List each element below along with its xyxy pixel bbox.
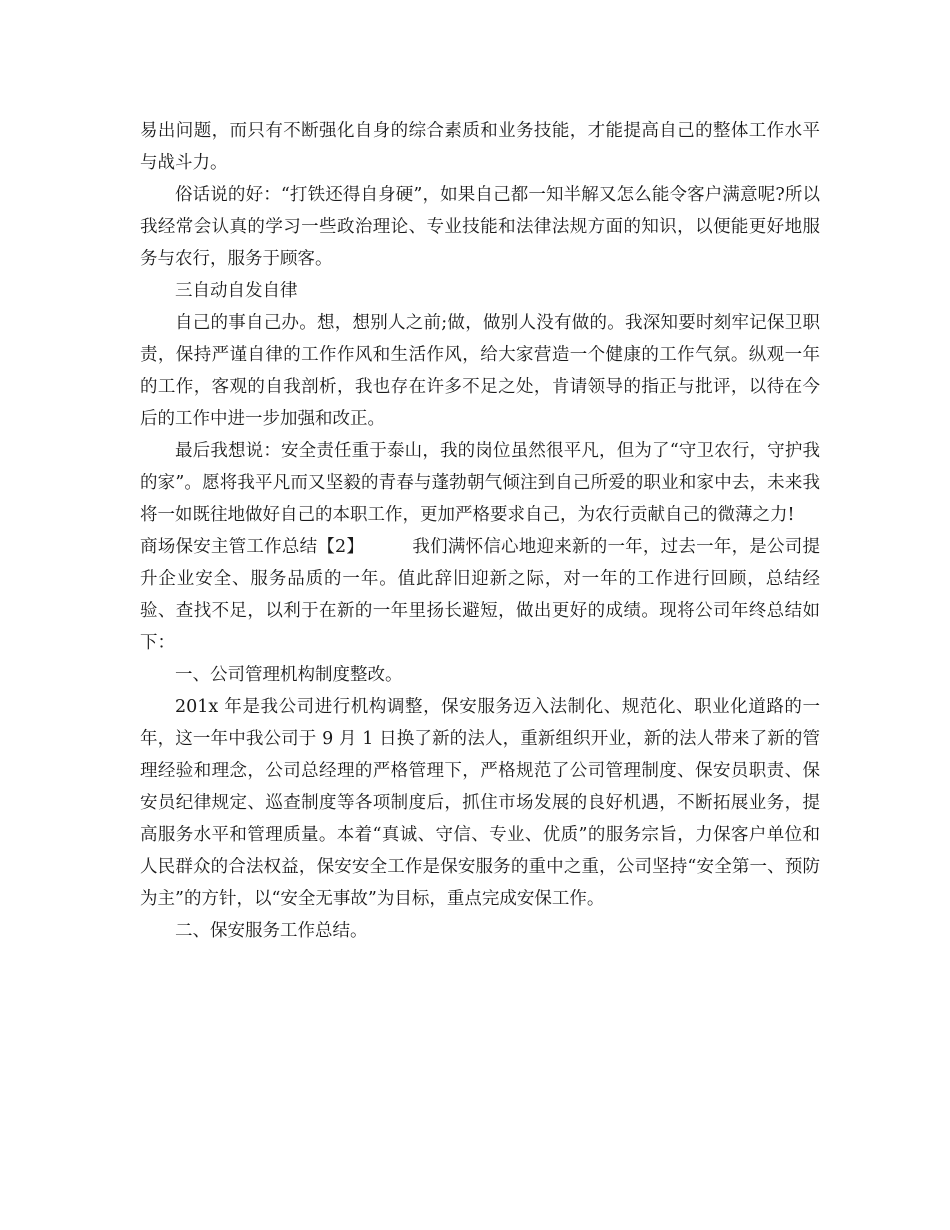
section-2-intro	[140, 531, 820, 659]
section-title: 商场保安主管工作总结【2】	[140, 537, 365, 557]
document-body	[140, 115, 820, 947]
paragraph-4: 自己的事自己办。想，想别人之前;做，做别人没有做的。我深知要时刻牢记保卫职责，保持严谨自律的工作作风和生活作风，给大家营造一个健康的工作气氛。纵观一年的工作，客观的自我剖析，我也存在许多不足之处，肯请领导的指正与批评，以待在今后的工作中进一步加强和改正。	[140, 313, 820, 429]
section-2-heading-1: 一、公司管理机构制度整改。	[175, 665, 403, 685]
paragraph-3-heading: 三自动自发自律	[175, 281, 298, 301]
section-intro-text: 我们满怀信心地迎来新的一年，过去一年，是公司提升企业安全、服务品质的一年。值此辞旧迎新之际，对一年的工作进行回顾，总结经验、查找不足，以利于在新的一年里扬长避短，做出更好的成绩。现将公司年终总结如下：	[140, 537, 820, 653]
paragraph-1: 易出问题，而只有不断强化自身的综合素质和业务技能，才能提高自己的整体工作水平与战斗力。	[140, 121, 820, 173]
paragraph-5: 最后我想说：安全责任重于泰山，我的岗位虽然很平凡，但为了“守卫农行，守护我的家”。愿将我平凡而又坚毅的青春与蓬勃朝气倾注到自己所爱的职业和家中去，未来我将一如既往地做好自己的本职工作，更加严格要求自己，为农行贡献自己的微薄之力!	[140, 441, 820, 525]
section-2-paragraph-1: 201x 年是我公司进行机构调整，保安服务迈入法制化、规范化、职业化道路的一年，这一年中我公司于 9 月 1 日换了新的法人，重新组织开业，新的法人带来了新的管理经验和理念，公司总经理的严格管理下，严格规范了公司管理制度、保安员职责、保安员纪律规定、巡查制度等各项制度后，抓住市场发展的良好机遇，不断拓展业务，提高服务水平和管理质量。本着“真诚、守信、专业、优质”的服务宗旨，力保客户单位和人民群众的合法权益，保安安全工作是保安服务的重中之重，公司坚持“安全第一、预防为主”的方针，以“安全无事故”为目标，重点完成安保工作。	[140, 697, 820, 909]
paragraph-2: 俗话说的好：“打铁还得自身硬”，如果自己都一知半解又怎么能令客户满意呢?所以我经常会认真的学习一些政治理论、专业技能和法律法规方面的知识，以便能更好地服务与农行，服务于顾客。	[140, 185, 820, 269]
section-2-heading-2: 二、保安服务工作总结。	[175, 921, 368, 941]
